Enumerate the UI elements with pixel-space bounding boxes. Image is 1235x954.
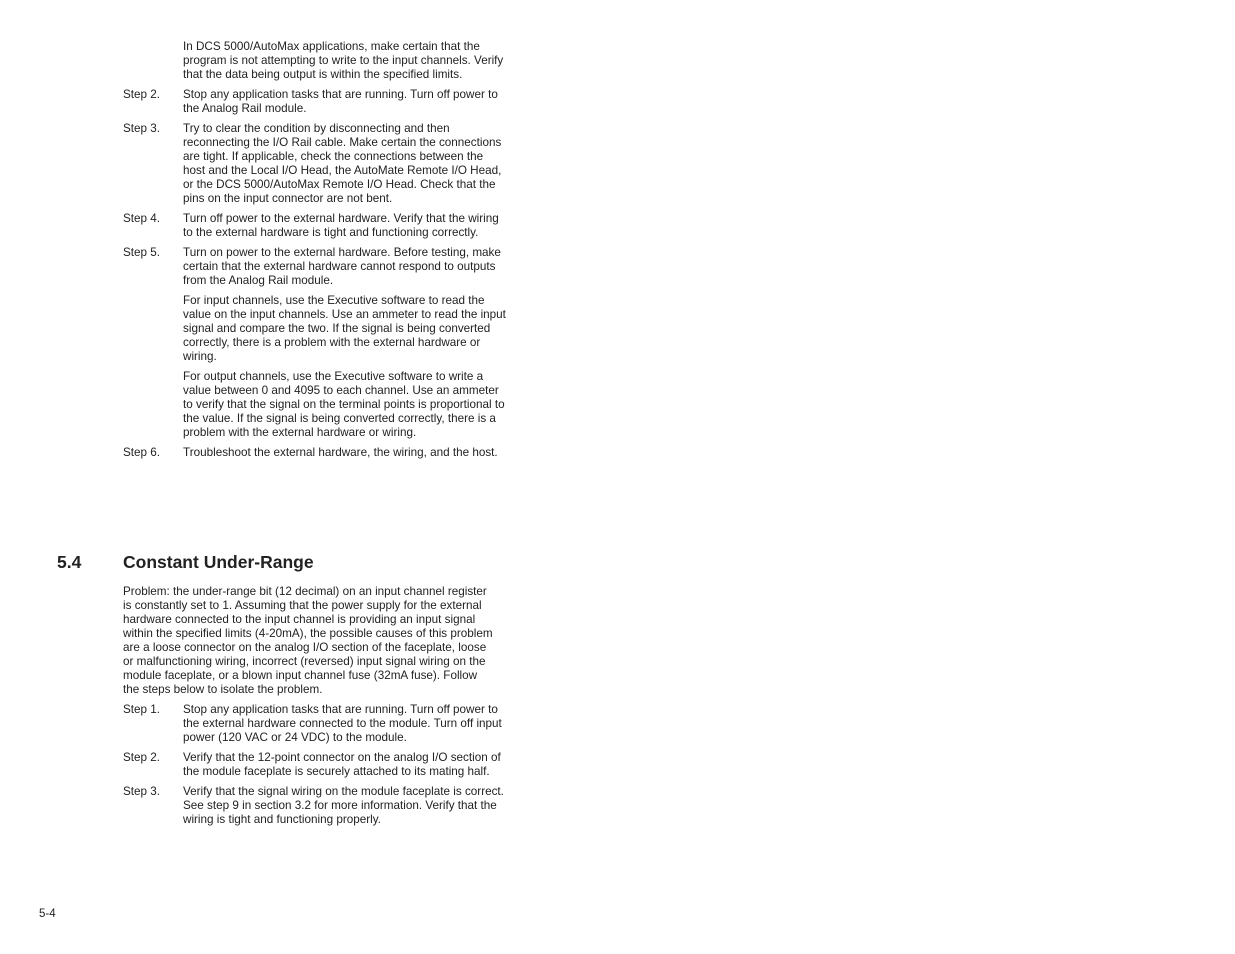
step-text: Stop any application tasks that are running. Turn off power to the external hardware connected to the module. Turn off input power (120 VAC or 24 VDC) to the module. — [183, 703, 502, 744]
section-title: Constant Under-Range — [123, 552, 314, 572]
step-text: Turn on power to the external hardware. Before testing, make certain that the external hardware cannot respond to outputs from the Analog Rail module. — [183, 246, 501, 287]
step-label: Step 6. — [123, 446, 161, 459]
step-label: Step 4. — [123, 212, 161, 225]
step-subparagraph: For input channels, use the Executive software to read the value on the input channels. Use an ammeter to read the input signal and compare the two. If the signal is being converted correctly, there is a problem with the external hardware or wiring. — [183, 294, 506, 363]
step-label: Step 2. — [123, 751, 161, 764]
step-text: Verify that the 12-point connector on the analog I/O section of the module faceplate is securely attached to its mating half. — [183, 751, 501, 778]
step-item — [123, 446, 513, 460]
step-item — [123, 88, 513, 116]
step-label: Step 2. — [123, 88, 161, 101]
step-text: Troubleshoot the external hardware, the wiring, and the host. — [183, 446, 498, 459]
page-number: 5-4 — [39, 908, 56, 920]
step-item — [123, 246, 513, 288]
step-item — [123, 785, 513, 827]
step-text: Stop any application tasks that are running. Turn off power to the Analog Rail module. — [183, 88, 498, 115]
section-number: 5.4 — [57, 552, 82, 572]
step-text: Try to clear the condition by disconnecting and then reconnecting the I/O Rail cable. Make certain the connections are tight. If applicable, check the connections between the host and the Local I/O Head, the AutoMate Remote I/O Head, or the DCS 5000/AutoMax Remote I/O Head. Check that the pins on the input connector are not bent. — [183, 122, 502, 205]
step-label: Step 5. — [123, 246, 161, 259]
step-label: Step 1. — [123, 703, 161, 716]
step-text: Turn off power to the external hardware. Verify that the wiring to the external hardware is tight and functioning correctly. — [183, 212, 499, 239]
lower-column — [123, 585, 513, 827]
step-item — [123, 703, 513, 745]
step-item — [123, 212, 513, 240]
step-item — [123, 751, 513, 779]
upper-column — [123, 40, 513, 460]
step-subparagraph: For output channels, use the Executive software to write a value between 0 and 4095 to each channel. Use an ammeter to verify that the signal on the terminal points is proportional to the value. If the signal is being converted correctly, there is a problem with the external hardware or wiring. — [183, 370, 505, 439]
step-label: Step 3. — [123, 122, 161, 135]
continuation-paragraph: In DCS 5000/AutoMax applications, make certain that the program is not attempting to write to the input channels. Verify that the data being output is within the specified limits. — [183, 40, 504, 81]
step-text: Verify that the signal wiring on the module faceplate is correct. See step 9 in section 3.2 for more information. Verify that the wiring is tight and functioning properly. — [183, 785, 504, 826]
problem-paragraph: Problem: the under-range bit (12 decimal) on an input channel register is constantly set to 1. Assuming that the power supply for the external hardware connected to the input channel is providing an input signal within the specified limits (4-20mA), the possible causes of this problem are a loose connector on the analog I/O section of the faceplate, loose or malfunctioning wiring, incorrect (reversed) input signal wiring on the module faceplate, or a blown input channel fuse (32mA fuse). Follow the steps below to isolate the problem. — [123, 585, 493, 696]
step-label: Step 3. — [123, 785, 161, 798]
step-item — [123, 122, 513, 206]
